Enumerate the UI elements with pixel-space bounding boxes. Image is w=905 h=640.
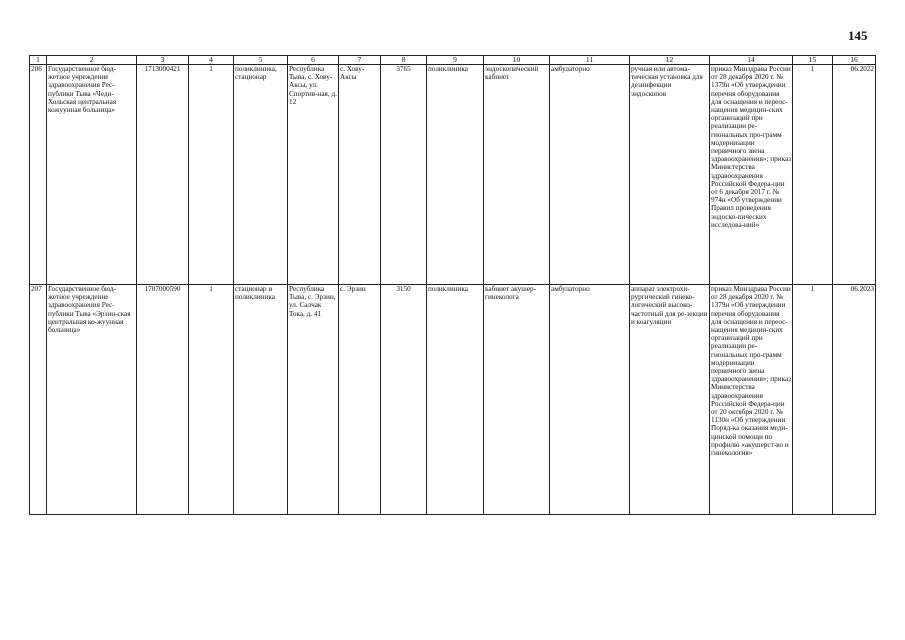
column-number: 14 xyxy=(710,56,793,65)
legal-basis: приказ Минздрава России от 28 декабря 2020 г. № 1379н «Об утверждении перечня оборудования для оснащения и переос-нащения медицин-ских организаций при реализации ре-гиональных про-грамм модернизации первичного звена здравоохранения»; приказ Министерства здравоохранения Российской Федера-ции от 20 октября 2020 г. № 1130н «Об утверждении Поряд-ка оказания меди-цинской помощи по профилю «акушерст-во и гинекология» xyxy=(710,285,793,515)
column-number: 5 xyxy=(234,56,288,65)
column-number: 16 xyxy=(833,56,876,65)
settlement: с. Эрзин xyxy=(339,285,381,515)
column-number: 15 xyxy=(793,56,833,65)
organization-name: Государственное бюд-жетное учреждение здравоохранения Рес-публики Тыва «Эрзин-ская центральная ко-жуунная больница» xyxy=(47,285,137,515)
column-number: 6 xyxy=(288,56,339,65)
organization-code: 1713000421 xyxy=(137,65,189,285)
care-mode: амбулаторно xyxy=(550,285,630,515)
column-number: 11 xyxy=(550,56,630,65)
column-number-row xyxy=(30,56,876,65)
cabinet: эндоскопический кабинет xyxy=(484,65,550,285)
population: 3150 xyxy=(381,285,427,515)
unit-type: стационар и поликлиника xyxy=(234,285,288,515)
column-number: 7 xyxy=(339,56,381,65)
count-cell: 1 xyxy=(189,65,234,285)
table-row xyxy=(30,285,876,515)
count-cell: 1 xyxy=(189,285,234,515)
population: 3765 xyxy=(381,65,427,285)
column-number: 1 xyxy=(30,56,47,65)
address: Республика Тыва, с. Эрзин, ул. Салчак Тока, д. 41 xyxy=(288,285,339,515)
quantity: 1 xyxy=(793,285,833,515)
column-number: 9 xyxy=(427,56,484,65)
equipment: аппарат электрохи-рургический гинеко-логический высоко-частотный для ре-зекции и коагуляции xyxy=(630,285,710,515)
settlement: с. Хову-Аксы xyxy=(339,65,381,285)
quantity: 1 xyxy=(793,65,833,285)
department: поликлиника xyxy=(427,285,484,515)
care-mode: амбулаторно xyxy=(550,65,630,285)
column-number: 12 xyxy=(630,56,710,65)
page-number: 145 xyxy=(848,28,868,43)
column-number: 8 xyxy=(381,56,427,65)
column-number: 4 xyxy=(189,56,234,65)
registry-table xyxy=(29,55,876,515)
department: поликлиника xyxy=(427,65,484,285)
equipment: ручная или автома-тическая установка для дезинфекции эндоскопов xyxy=(630,65,710,285)
unit-type: поликлиника, стационар xyxy=(234,65,288,285)
row-index: 207 xyxy=(30,285,47,515)
column-number: 2 xyxy=(47,56,137,65)
organization-name: Государственное бюд-жетное учреждение здравоохранения Рес-публики Тыва «Чеди-Хольская центральная кожуунная больница» xyxy=(47,65,137,285)
legal-basis: приказ Минздрава России от 28 декабря 2020 г. № 1379н «Об утверждении перечня оборудования для оснащения и переос-нащения медицин-ских организаций при реализации ре-гиональных про-грамм модернизации первичного звена здравоохранения»; приказ Министерства здравоохранения Российской Федера-ции от 6 декабря 2017 г. № 974н «Об утверждении Правил проведения эндоско-пических исследова-ний» xyxy=(710,65,793,285)
deadline: 06.2022 xyxy=(833,65,876,285)
column-number: 3 xyxy=(137,56,189,65)
deadline: 06.2023 xyxy=(833,285,876,515)
row-index: 206 xyxy=(30,65,47,285)
table-row xyxy=(30,65,876,285)
column-number: 10 xyxy=(484,56,550,65)
cabinet: кабинет акушер-гинеколога xyxy=(484,285,550,515)
address: Республика Тыва, с. Хову-Аксы, ул. Спортив-ная, д. 12 xyxy=(288,65,339,285)
organization-code: 1707000590 xyxy=(137,285,189,515)
